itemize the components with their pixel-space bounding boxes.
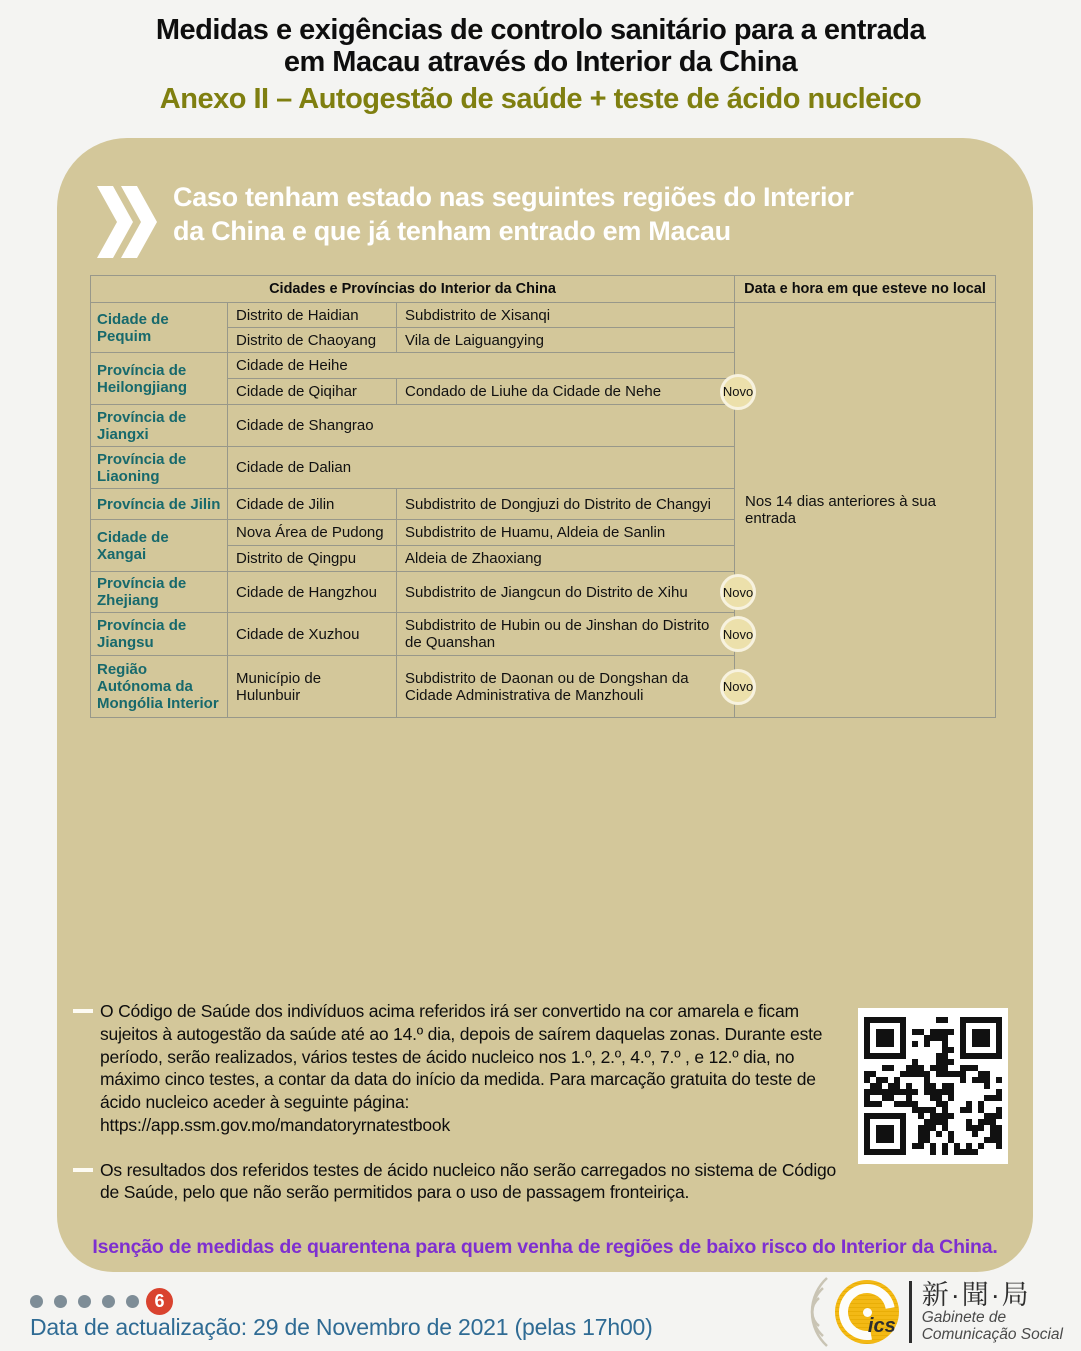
region-jilin: Província de Jilin (91, 489, 228, 520)
table-row (91, 303, 996, 328)
table-cell: Cidade de Xuzhou (228, 613, 397, 656)
note-text: O Código de Saúde dos indivíduos acima referidos irá ser convertido na cor amarela e ficam sujeitos à autogestão da saúde até ao 14.º dia, depois de saírem daquelas zonas. Durante este período, serão realizados, vários testes de ácido nucleico nos 1.º, 2.º, 4.º, 7.º , e 12.º dia, no máximo cinco testes, a contar da data do início da medida. Para marcação gratuita do teste de ácido nucleico aceder à seguinte página: (100, 1001, 823, 1112)
region-heilongjiang: Província de Heilongjiang (91, 353, 228, 405)
notes-section (73, 1000, 851, 1226)
table-cell: Distrito de Qingpu (228, 546, 397, 572)
region-pequim: Cidade de Pequim (91, 303, 228, 353)
section-heading (95, 180, 854, 258)
gcs-acronym: ics (867, 1315, 896, 1337)
table-cell: Subdistrito de Jiangcun do Distrito de Xihu Novo (397, 572, 735, 613)
table-cell: Distrito de Haidian (228, 303, 397, 328)
table-cell: Cidade de Hangzhou (228, 572, 397, 613)
table-cell: Distrito de Chaoyang (228, 328, 397, 353)
gcs-logo (795, 1276, 1063, 1348)
logo-pt-line2: Comunicação Social (921, 1326, 1063, 1343)
region-zhejiang: Província de Zhejiang (91, 572, 228, 613)
current-page-badge: 6 (146, 1288, 173, 1315)
table-cell: Subdistrito de Xisanqi (397, 303, 735, 328)
region-mongolia-interior: Região Autónoma da Mongólia Interior (91, 656, 228, 718)
table-cell: Nova Área de Pudong (228, 520, 397, 546)
novo-badge: Novo (720, 374, 756, 410)
table-cell: Cidade de Heihe (228, 353, 735, 379)
note-item (73, 1000, 851, 1137)
table-cell: Subdistrito de Hubin ou de Jinshan do Distrito de Quanshan Novo (397, 613, 735, 656)
page-indicator (30, 1288, 173, 1315)
double-chevron-icon (95, 186, 157, 258)
table-cell: Aldeia de Zhaoxiang (397, 546, 735, 572)
table-header-row (91, 276, 996, 303)
qr-code (858, 1008, 1008, 1164)
table-cell: Município de Hulunbuir (228, 656, 397, 718)
main-panel (57, 138, 1033, 1272)
col-header-regions: Cidades e Províncias do Interior da China (91, 276, 735, 303)
table-cell: Cidade de Shangrao (228, 405, 735, 447)
page-subtitle: Anexo II – Autogestão de saúde + teste de ácido nucleico (159, 83, 922, 115)
region-jiangxi: Província de Jiangxi (91, 405, 228, 447)
novo-badge: Novo (720, 574, 756, 610)
page-footer (0, 1272, 1081, 1351)
section-heading-line1: Caso tenham estado nas seguintes regiões do Interior (173, 182, 854, 212)
note-item (73, 1159, 851, 1205)
dash-bullet-icon (73, 1168, 93, 1172)
regions-table (90, 275, 996, 718)
novo-badge: Novo (720, 669, 756, 705)
duration-note-cell: Nos 14 dias anteriores à sua entrada (735, 303, 996, 718)
pager-dot (78, 1295, 91, 1308)
pager-dot (54, 1295, 67, 1308)
region-xangai: Cidade de Xangai (91, 520, 228, 572)
update-date: Data de actualização: 29 de Novembro de 2021 (pelas 17h00) (30, 1314, 653, 1340)
table-cell: Cidade de Jilin (228, 489, 397, 520)
section-heading-line2: da China e que já tenham entrado em Macau (173, 216, 731, 246)
note-text: Os resultados dos referidos testes de ácido nucleico não serão carregados no sistema de Código de Saúde, pelo que não serão permitidos para o uso de passagem fronteiriça. (100, 1159, 837, 1203)
pager-dot (126, 1295, 139, 1308)
table-cell: Vila de Laiguangying (397, 328, 735, 353)
table-cell: Subdistrito de Daonan ou de Dongshan da Cidade Administrativa de Manzhouli Novo (397, 656, 735, 718)
region-jiangsu: Província de Jiangsu (91, 613, 228, 656)
table-cell: Subdistrito de Huamu, Aldeia de Sanlin (397, 520, 735, 546)
pager-dot (102, 1295, 115, 1308)
dash-bullet-icon (73, 1009, 93, 1013)
logo-divider (909, 1281, 912, 1343)
booking-url: https://app.ssm.gov.mo/mandatoryrnatestbook (100, 1114, 451, 1135)
col-header-datetime: Data e hora em que esteve no local (735, 276, 996, 303)
logo-chinese-name: 新·聞·局 (921, 1280, 1031, 1310)
table-cell: Cidade de Dalian (228, 447, 735, 489)
novo-badge: Novo (720, 616, 756, 652)
page-title-line2: em Macau através do Interior da China (283, 46, 798, 78)
table-cell: Cidade de Qiqihar (228, 379, 397, 405)
table-cell: Subdistrito de Dongjuzi do Distrito de Changyi (397, 489, 735, 520)
page-header (0, 0, 1081, 115)
page-title-line1: Medidas e exigências de controlo sanitário para a entrada (155, 14, 926, 46)
logo-pt-line1: Gabinete de (921, 1309, 1007, 1326)
pager-dot (30, 1295, 43, 1308)
region-liaoning: Província de Liaoning (91, 447, 228, 489)
gcs-logo-disc (835, 1280, 899, 1344)
radio-waves-icon (795, 1276, 831, 1348)
exemption-note: Isenção de medidas de quarentena para quem venha de regiões de baixo risco do Interior da China. (92, 1236, 998, 1258)
table-cell: Condado de Liuhe da Cidade de Nehe Novo (397, 379, 735, 405)
